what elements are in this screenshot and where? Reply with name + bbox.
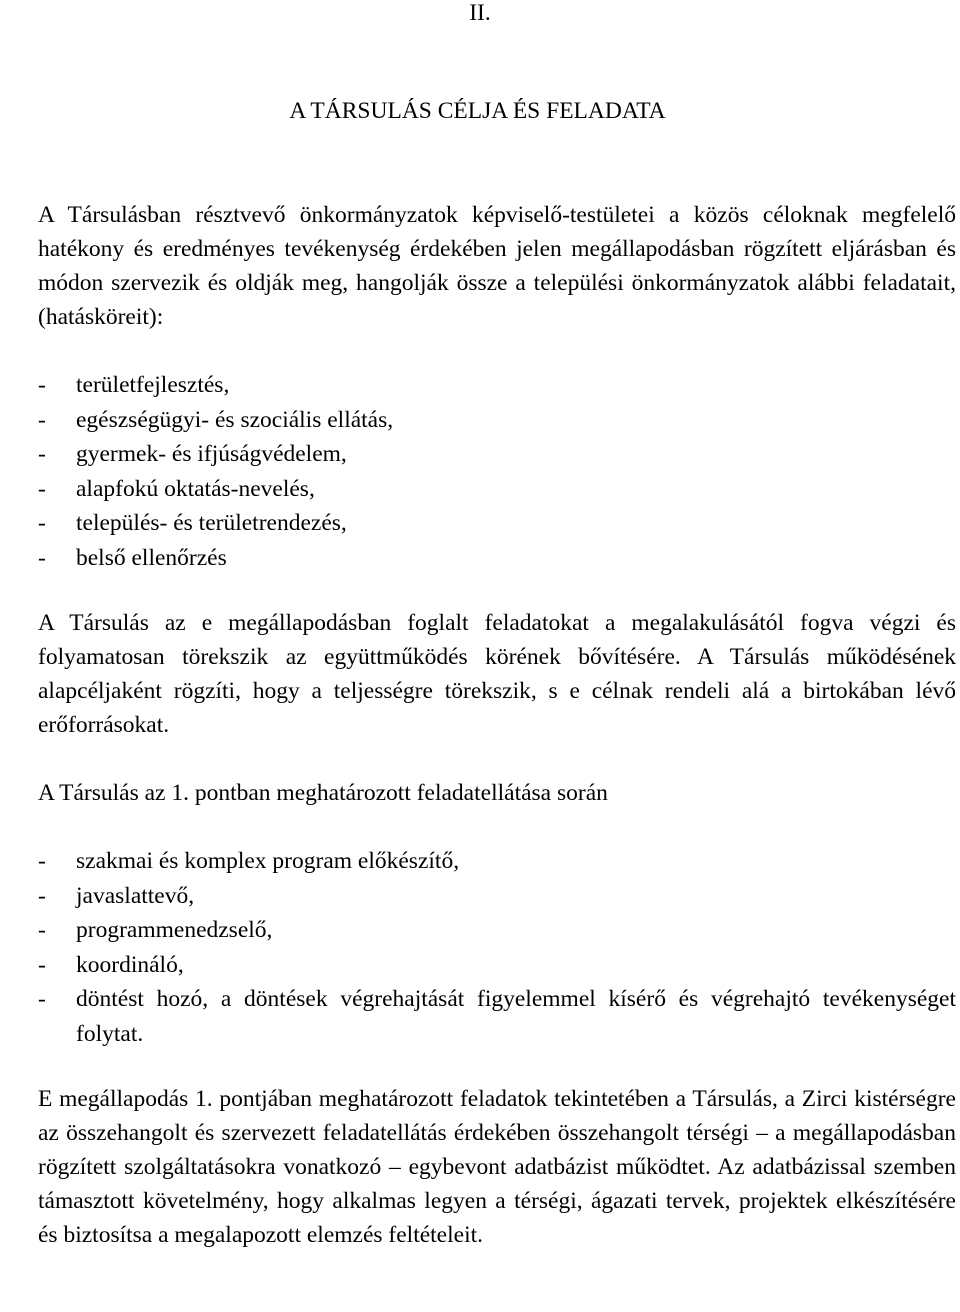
list-item	[38, 437, 956, 472]
list-item	[38, 368, 956, 403]
section-1-number	[4, 198, 38, 232]
list-dash: -	[38, 951, 46, 978]
list-dash: -	[38, 986, 46, 1012]
list-item-text: javaslattevő,	[76, 882, 195, 909]
section-4-number	[4, 1082, 38, 1116]
section-1-text: A Társulásban résztvevő önkormányzatok képviselő-testületei a közös céloknak megfelelő hatékony és eredményes tevékenység érdekében jelen megállapodásban rögzített eljárásban és módon szervezik és oldják meg, hangolják össze a települési önkormányzatok alábbi feladatait, (hatásköreit):	[38, 202, 956, 330]
list-item	[38, 844, 956, 879]
section-1-paragraph	[38, 198, 956, 334]
list-dash: -	[38, 475, 46, 502]
list-item	[38, 982, 956, 1051]
list-item	[38, 948, 956, 983]
list-item-text: egészségügyi- és szociális ellátás,	[76, 406, 394, 433]
list-item	[38, 541, 956, 576]
list-item	[38, 472, 956, 507]
list-item	[38, 913, 956, 948]
list-item-text: belső ellenőrzés	[76, 544, 227, 571]
list-dash: -	[38, 917, 46, 943]
list-item-text: területfejlesztés,	[76, 372, 230, 398]
list-item-text: koordináló,	[76, 951, 184, 978]
list-dash: -	[38, 882, 46, 909]
list-dash: -	[38, 510, 46, 536]
list-item-text: döntést hozó, a döntések végrehajtását figyelemmel kísérő és végrehajtó tevékenységet folytat.	[76, 986, 956, 1047]
section-3-list	[38, 844, 956, 1051]
list-item-text: programmenedzselő,	[76, 917, 273, 943]
section-2-paragraph	[38, 606, 956, 742]
list-item	[38, 506, 956, 541]
list-item-text: alapfokú oktatás-nevelés,	[76, 475, 315, 502]
list-item-text: szakmai és komplex program előkészítő,	[76, 848, 460, 874]
list-item	[38, 879, 956, 914]
list-dash: -	[38, 372, 46, 398]
chapter-number: II.	[469, 0, 491, 26]
section-1-list	[38, 368, 956, 575]
list-dash: -	[38, 406, 46, 433]
section-2-text: A Társulás az e megállapodásban foglalt feladatokat a megalakulásától fogva végzi és folyamatosan törekszik az együttműködés körének bővítésére. A Társulás működésének alapcéljaként rögzíti, hogy a teljességre törekszik, s e célnak rendeli alá a birtokában lévő erőforrásokat.	[38, 610, 956, 738]
list-dash: -	[38, 441, 46, 467]
section-3-text: A Társulás az 1. pontban meghatározott feladatellátása során	[38, 780, 608, 806]
list-dash: -	[38, 544, 46, 571]
section-3-paragraph	[38, 776, 956, 810]
section-3-number	[4, 776, 38, 810]
list-item-text: gyermek- és ifjúságvédelem,	[76, 441, 347, 467]
chapter-title: A TÁRSULÁS CÉLJA ÉS FELADATA	[289, 98, 666, 124]
list-item	[38, 403, 956, 438]
section-2-number	[4, 606, 38, 640]
section-4-paragraph	[38, 1082, 956, 1252]
list-item-text: település- és területrendezés,	[76, 510, 347, 536]
section-4-text: E megállapodás 1. pontjában meghatározott feladatok tekintetében a Társulás, a Zirci kistérségre az összehangolt és szervezett feladatellátás érdekében összehangolt térségi – a megállapodásban rögzített szolgáltatásokra vonatkozó – egybevont adatbázist működtet. Az adatbázissal szemben támasztott követelmény, hogy alkalmas legyen a térségi, ágazati tervek, projektek elkészítésére és biztosítsa a megalapozott elemzés feltételeit.	[38, 1086, 956, 1248]
list-dash: -	[38, 848, 46, 874]
